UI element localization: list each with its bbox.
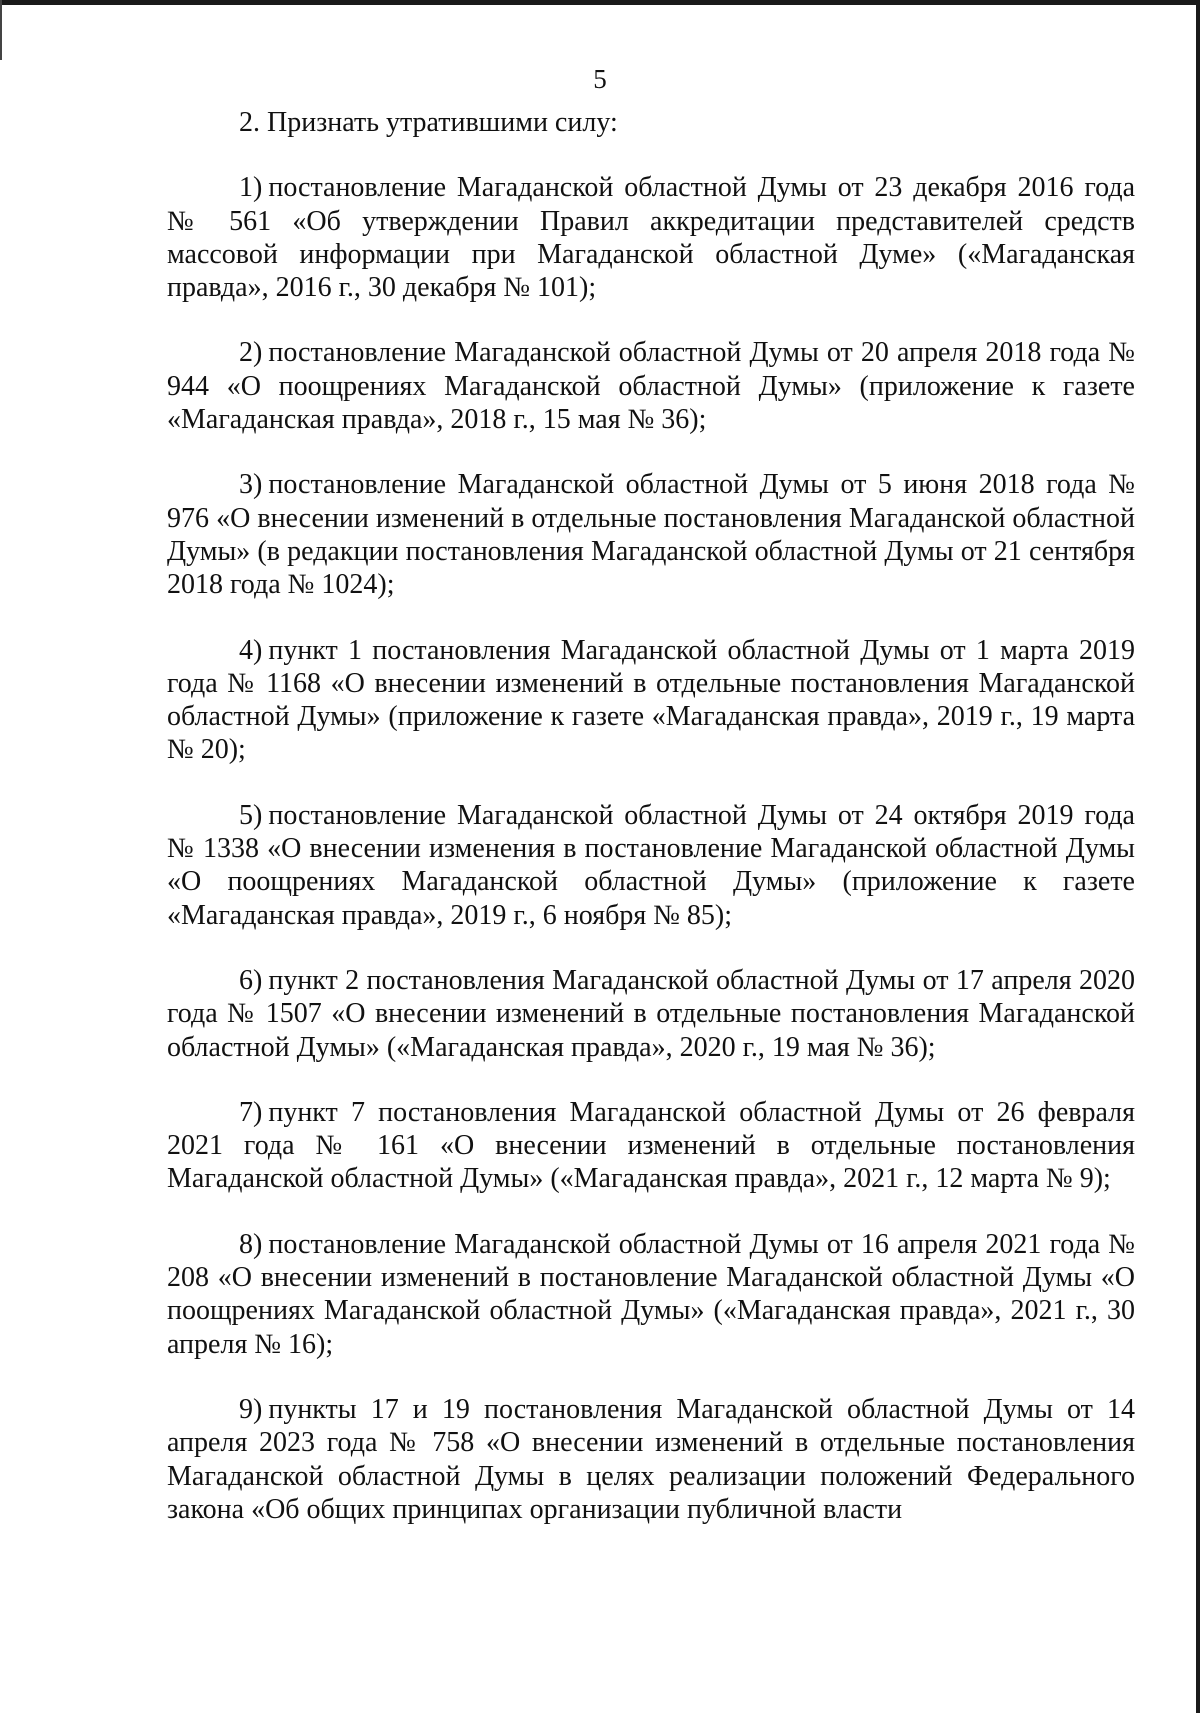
item-number: 5) (239, 799, 263, 831)
section-intro: 2. Признать утратившими силу: (239, 107, 618, 138)
page-number: 5 (593, 64, 607, 94)
item-number: 1) (239, 172, 263, 204)
scan-border-right (1196, 0, 1200, 1713)
list-item (167, 799, 1135, 932)
list-item (167, 634, 1135, 767)
list-item (167, 1228, 1135, 1361)
item-number: 9) (239, 1393, 263, 1425)
item-number: 4) (239, 634, 263, 666)
list-item (167, 336, 1135, 436)
list-item (167, 171, 1135, 304)
list-item (167, 1096, 1135, 1196)
item-text: постановление Магаданской областной Думы от 23 декабря 2016 года № 561 «Об утверждении Правил аккредитации представителей средств массовой информации при Магаданской областной Думе» («Магаданская правда», 2016 г., 30 декабря № 101); (167, 172, 1135, 304)
item-text: постановление Магаданской областной Думы от 20 апреля 2018 года № 944 «О поощрениях Магаданской областной Думы» (приложение к газете «Магаданская правда», 2018 г., 15 мая № 36); (167, 337, 1135, 436)
item-number: 6) (239, 964, 263, 996)
item-number: 7) (239, 1096, 263, 1128)
item-text: пункт 1 постановления Магаданской областной Думы от 1 марта 2019 года № 1168 «О внесении изменений в отдельные постановления Магаданской областной Думы» (приложение к газете «Магаданская правда», 2019 г., 19 марта № 20); (167, 634, 1135, 766)
item-text: пункт 2 постановления Магаданской областной Думы от 17 апреля 2020 года № 1507 «О внесении изменений в отдельные постановления Магаданской областной Думы» («Магаданская правда», 2020 г., 19 мая № 36); (167, 964, 1135, 1063)
scan-border-top (0, 0, 1200, 5)
item-number: 2) (239, 337, 263, 369)
document-body (167, 106, 1135, 1558)
item-text: постановление Магаданской областной Думы от 5 июня 2018 года № 976 «О внесении изменений в отдельные постановления Магаданской областной Думы» (в редакции постановления Магаданской областной Думы от 21 сентября 2018 года № 1024); (167, 469, 1135, 601)
list-item (167, 964, 1135, 1064)
item-text: постановление Магаданской областной Думы от 16 апреля 2021 года № 208 «О внесении изменений в постановление Магаданской областной Думы «О поощрениях Магаданской областной Думы» («Магаданская правда», 2021 г., 30 апреля № 16); (167, 1228, 1135, 1360)
item-text: пункт 7 постановления Магаданской областной Думы от 26 февраля 2021 года № 161 «О внесении изменений в отдельные постановления Магаданской областной Думы» («Магаданская правда», 2021 г., 12 марта № 9); (167, 1096, 1135, 1195)
item-text: пункты 17 и 19 постановления Магаданской областной Думы от 14 апреля 2023 года № 758 «О внесении изменений в отдельные постановления Магаданской областной Думы в целях реализации положений Федерального закона «Об общих принципах организации публичной власти (167, 1393, 1135, 1525)
list-item (167, 468, 1135, 601)
item-text: постановление Магаданской областной Думы от 24 октября 2019 года № 1338 «О внесении изменения в постановление Магаданской областной Думы «О поощрениях Магаданской областной Думы» (приложение к газете «Магаданская правда», 2019 г., 6 ноября № 85); (167, 799, 1135, 931)
scan-border-left (0, 0, 2, 60)
list-item (167, 1393, 1135, 1526)
item-number: 8) (239, 1228, 263, 1260)
item-number: 3) (239, 469, 263, 501)
